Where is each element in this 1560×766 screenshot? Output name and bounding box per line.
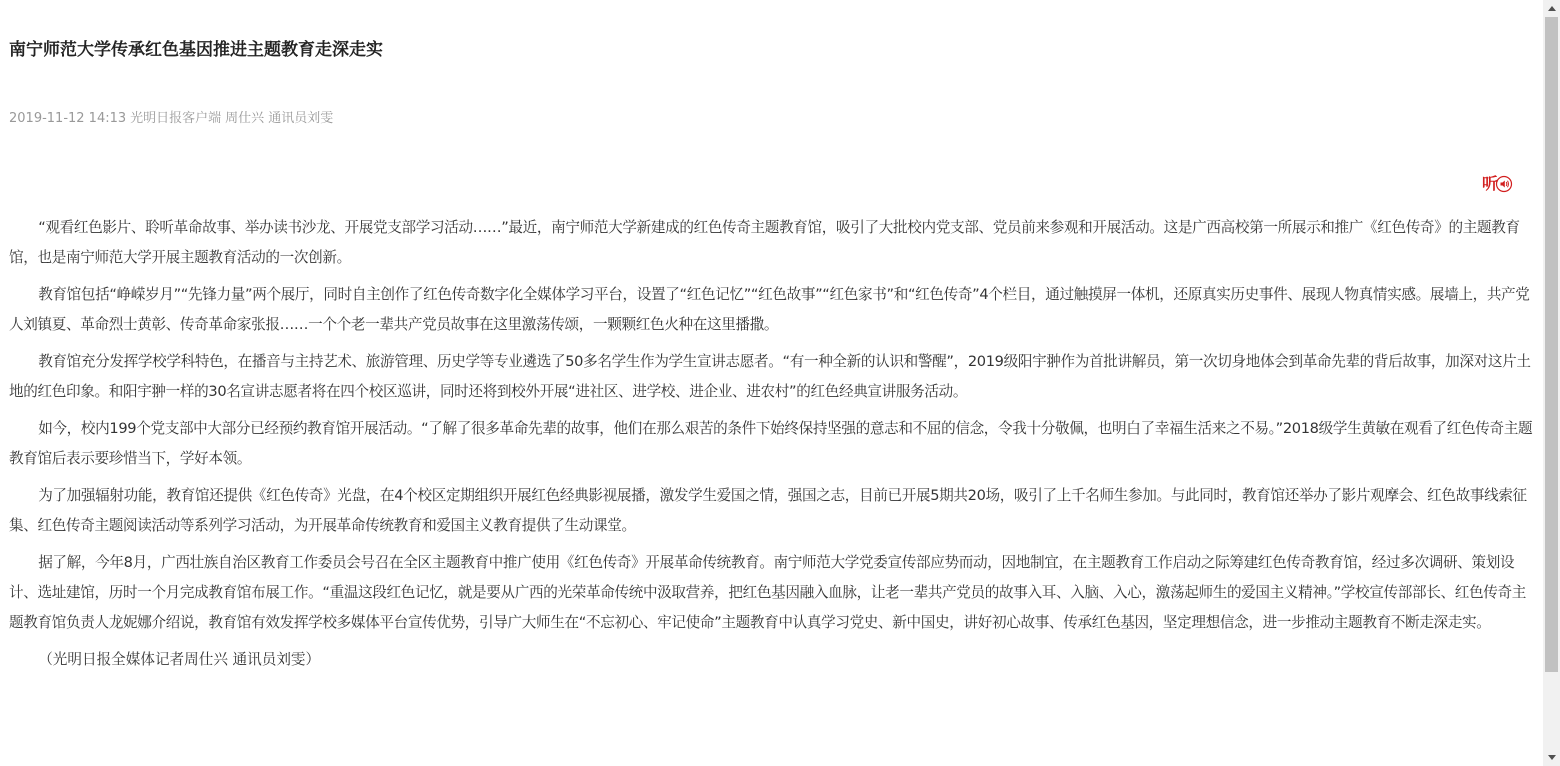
article-credit: （光明日报全媒体记者周仕兴 通讯员刘雯） — [38, 651, 321, 668]
listen-label: 听 — [1482, 174, 1499, 193]
article-source: 光明日报客户端 — [130, 111, 222, 126]
article-paragraph-1: “观看红色影片、聆听革命故事、举办读书沙龙、开展党支部学习活动……”最近，南宁师范大学新建成的红色传奇主题教育馆，吸引了大批校内党支部、党员前来参观和开展活动。这是广西高校第一所展示和推广《红色传奇》的主题教育馆，也是南宁师范大学开展主题教育活动的一次创新。 — [9, 219, 1520, 266]
article-paragraph-2: 教育馆包括“峥嵘岁月”“先锋力量”两个展厅，同时自主创作了红色传奇数字化全媒体学习平台，设置了“红色记忆”“红色故事”“红色家书”和“红色传奇”4个栏目，通过触摸屏一体机，还原真实历史事件、展现人物真情实感。展墙上，共产党人刘镇夏、革命烈士黄彰、传奇革命家张报……一个个老一辈共产党员故事在这里激荡传颂，一颗颗红色火种在这里播撒。 — [9, 286, 1530, 333]
article-authors: 周仕兴 通讯员刘雯 — [225, 111, 334, 126]
article-meta — [9, 110, 337, 128]
scroll-thumb[interactable] — [1545, 17, 1558, 672]
scroll-up-button[interactable] — [1543, 0, 1560, 17]
article-paragraph-4: 如今，校内199个党支部中大部分已经预约教育馆开展活动。“了解了很多革命先辈的故事，他们在那么艰苦的条件下始终保持坚强的意志和不屈的信念，令我十分敬佩，也明白了幸福生活来之不易。”2018级学生黄敏在观看了红色传奇主题教育馆后表示要珍惜当下，学好本领。 — [9, 420, 1533, 467]
article-title: 南宁师范大学传承红色基因推进主题教育走深走实 — [9, 40, 383, 60]
article-paragraph-6: 据了解，今年8月，广西壮族自治区教育工作委员会号召在全区主题教育中推广使用《红色传奇》开展革命传统教育。南宁师范大学党委宣传部应势而动，因地制宜，在主题教育工作启动之际筹建红色传奇教育馆，经过多次调研、策划设计、选址建馆，历时一个月完成教育馆布展工作。“重温这段红色记忆，就是要从广西的光荣革命传统中汲取营养，把红色基因融入血脉，让老一辈共产党员的故事入耳、入脑、入心，激荡起师生的爱国主义精神。”学校宣传部部长、红色传奇主题教育馆负责人龙妮娜介绍说，教育馆有效发挥学校多媒体平台宣传优势，引导广大师生在“不忘初心、牢记使命”主题教育中认真学习党史、新中国史，讲好初心故事、传承红色基因，坚定理想信念，进一步推动主题教育不断走深走实。 — [9, 554, 1526, 631]
publish-datetime: 2019-11-12 14:13 — [9, 111, 127, 126]
article-body — [9, 213, 1534, 675]
arrow-down-icon — [1548, 755, 1556, 760]
article-paragraph-5: 为了加强辐射功能，教育馆还提供《红色传奇》光盘，在4个校区定期组织开展红色经典影视展播，激发学生爱国之情，强国之志，目前已开展5期共20场，吸引了上千名师生参加。与此同时，教育馆还举办了影片观摩会、红色故事线索征集、红色传奇主题阅读活动等系列学习活动，为开展革命传统教育和爱国主义教育提供了生动课堂。 — [9, 487, 1527, 534]
listen-button[interactable] — [1482, 172, 1513, 196]
speaker-icon — [1495, 175, 1513, 193]
arrow-up-icon — [1548, 6, 1556, 11]
vertical-scrollbar[interactable] — [1543, 0, 1560, 766]
scroll-down-button[interactable] — [1543, 749, 1560, 766]
article-paragraph-3: 教育馆充分发挥学校学科特色，在播音与主持艺术、旅游管理、历史学等专业遴选了50多名学生作为学生宣讲志愿者。“有一种全新的认识和警醒”，2019级阳宇翀作为首批讲解员，第一次切身地体会到革命先辈的背后故事，加深对这片土地的红色印象。和阳宇翀一样的30名宣讲志愿者将在四个校区巡讲，同时还将到校外开展“进社区、进学校、进企业、进农村”的红色经典宣讲服务活动。 — [9, 353, 1531, 400]
